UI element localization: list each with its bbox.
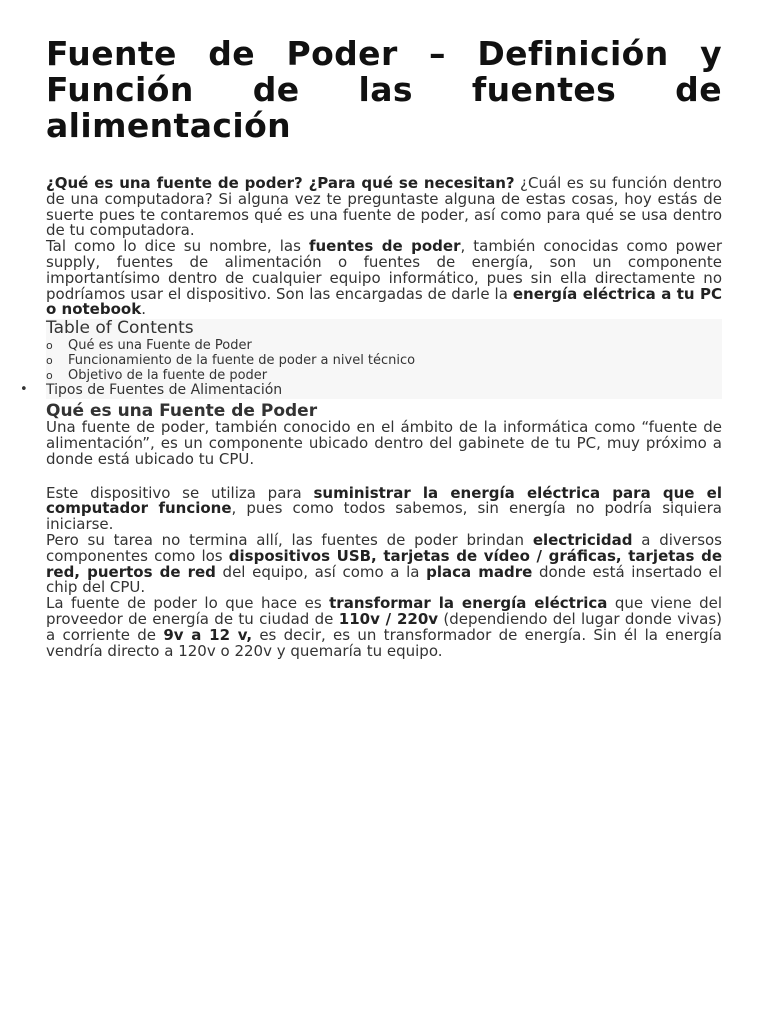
section-paragraph-1: Una fuente de poder, también conocido en el ámbito de la informática como “fuente de alimentación”, es un componente ubicado dentro del gabinete de tu PC, muy próximo a donde está ubicado tu CPU. xyxy=(46,418,722,468)
section-text: Este dispositivo se utiliza para xyxy=(46,483,314,502)
section-paragraph-3 xyxy=(46,530,722,597)
intro-text: ¿Cuál es su función dentro de una computadora? Si alguna vez te preguntaste alguna de estas cosas, hoy estás de suerte pues te contaremos qué es una fuente de poder, así como para qué se usa dentro de tu computadora. xyxy=(46,174,722,240)
toc-item-link[interactable]: Qué es una Fuente de Poder xyxy=(68,338,252,354)
section-text: del equipo, así como a la xyxy=(215,562,427,581)
intro-text: , también conocidas como power supply, fuentes de alimentación o fuentes de energía, son un componente importantísimo dentro de cualquier equipo informático, pues sin ella directamente no podríamos usar el dispositivo. Son las encargadas de darle la xyxy=(46,237,722,303)
toc-item-link[interactable]: Tipos de Fuentes de Alimentación xyxy=(46,382,283,399)
section-text: La fuente de poder lo que hace es xyxy=(46,594,330,613)
article-body xyxy=(20,174,723,660)
intro-question: ¿Qué es una fuente de poder? ¿Para qué se necesitan? xyxy=(46,174,515,192)
intro-text: Tal como lo dice su nombre, las xyxy=(46,237,309,256)
section-paragraph-4 xyxy=(46,596,722,659)
section-bold: dispositivos USB, tarjetas de vídeo / gráficas, tarjetas de red, puertos de red xyxy=(46,546,722,581)
intro-bold: energía eléctrica a tu PC o notebook xyxy=(46,284,722,319)
intro-paragraph-2 xyxy=(46,239,722,318)
section-bold: 110v / 220v xyxy=(338,609,439,628)
toc-title: Table of Contents xyxy=(46,318,194,339)
section-text: es decir, es un transformador de energía. Sin él la energía vendría directo a 120v o 220v y quemaría tu equipo. xyxy=(46,625,722,660)
toc-bullet: o xyxy=(46,339,53,353)
toc-item-link[interactable]: Funcionamiento de la fuente de poder a nivel técnico xyxy=(68,353,416,369)
intro-paragraph-1 xyxy=(46,176,722,239)
intro-text: . xyxy=(141,300,146,319)
section-text: , pues como todos sabemos, sin energía no podría siquiera iniciarse. xyxy=(46,499,722,534)
toc-item[interactable] xyxy=(46,368,722,383)
toc-bullet: o xyxy=(46,369,53,383)
section-text: que viene del proveedor de energía de tu ciudad de xyxy=(46,594,722,628)
table-of-contents xyxy=(20,318,722,399)
toc-item[interactable] xyxy=(20,382,722,399)
toc-bullet: • xyxy=(20,382,28,398)
section-bold: placa madre xyxy=(426,562,533,581)
section-heading: Qué es una Fuente de Poder xyxy=(46,401,318,422)
section-text: (dependiendo del lugar donde vivas) a corriente de xyxy=(46,609,723,644)
section-text: a diversos componentes como los xyxy=(46,530,722,565)
section-text: Pero su tarea no termina allí, las fuentes de poder brindan xyxy=(46,530,533,549)
section-paragraph-2 xyxy=(46,483,722,534)
section-bold: electricidad xyxy=(532,530,633,549)
toc-item-link[interactable]: Objetivo de la fuente de poder xyxy=(68,368,268,384)
toc-bullet: o xyxy=(46,354,53,368)
section-text: donde está insertado el chip del CPU. xyxy=(46,562,722,597)
toc-list xyxy=(20,338,722,399)
section-bold: suministrar la energía eléctrica para que el computador funcione xyxy=(46,483,722,518)
toc-item[interactable] xyxy=(46,353,722,368)
section-bold: 9v a 12 v, xyxy=(163,625,253,644)
toc-item[interactable] xyxy=(46,338,722,353)
page-title: Fuente de Poder – Definición y Función de las fuentes de alimentación xyxy=(46,34,722,145)
intro-bold: fuentes de poder xyxy=(308,237,461,256)
section-bold: transformar la energía eléctrica xyxy=(329,594,608,613)
